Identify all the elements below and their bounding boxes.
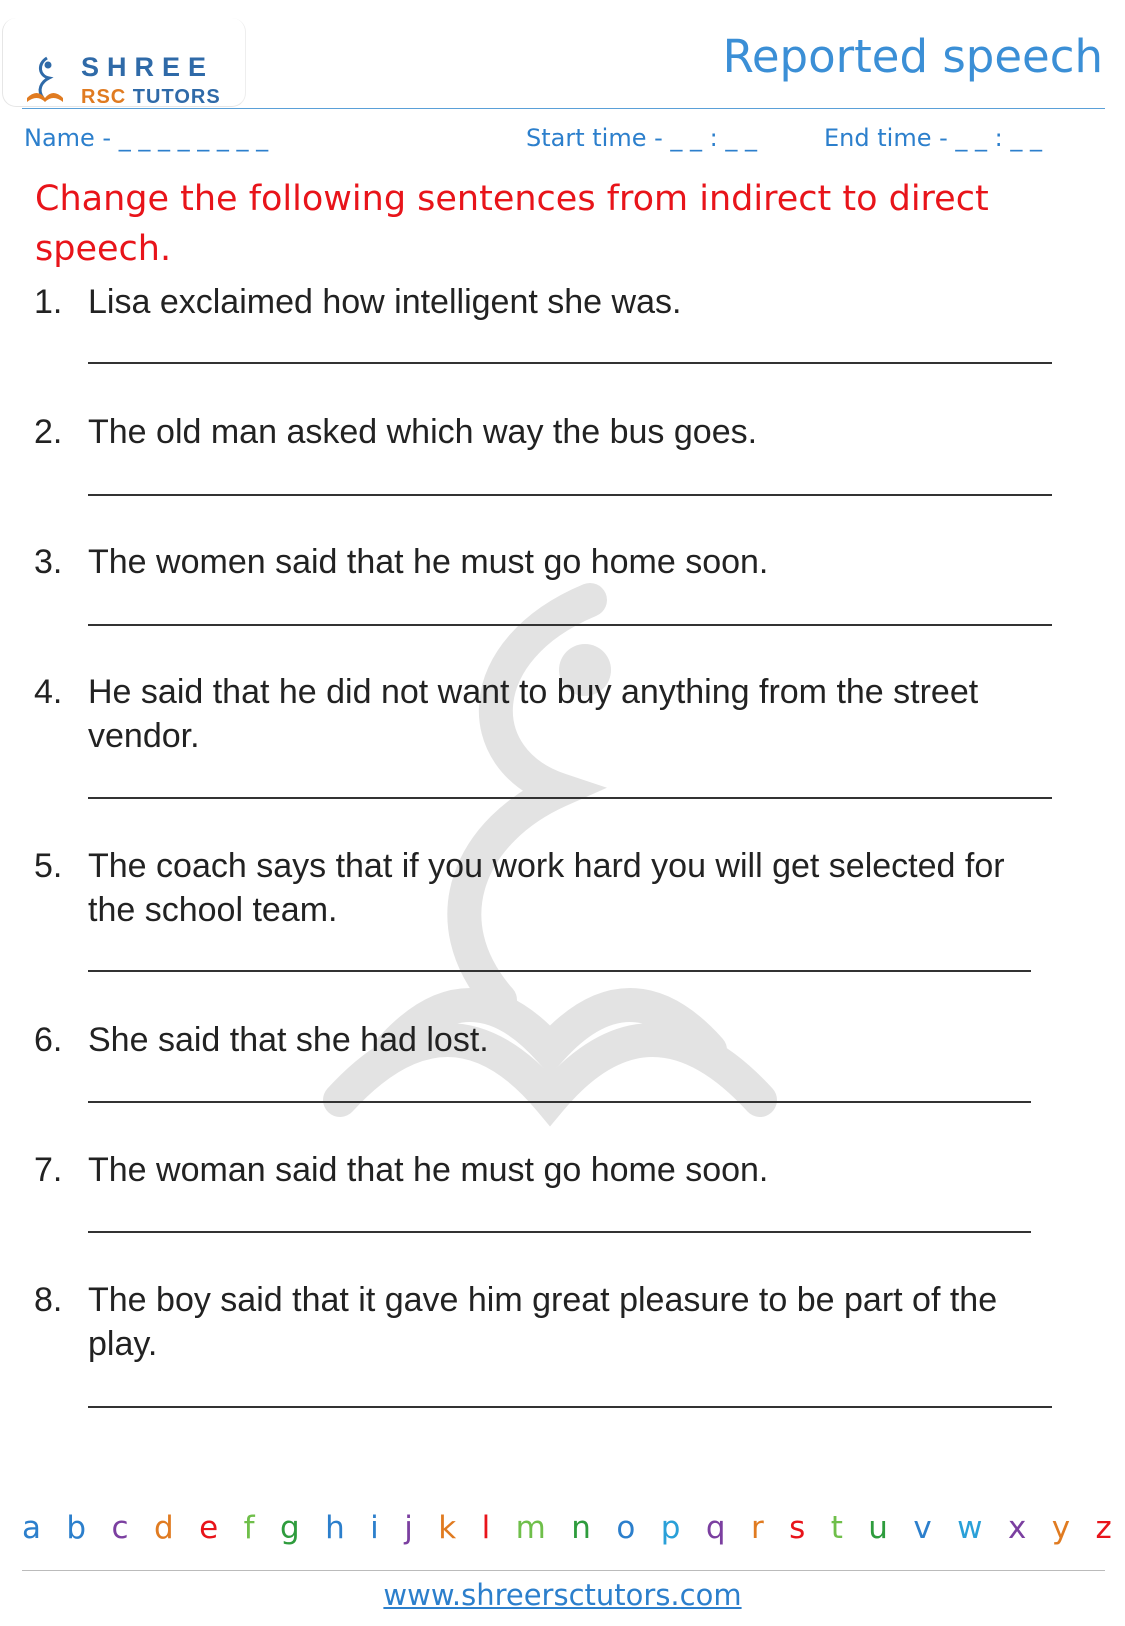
answer-line-3[interactable] [88, 624, 1052, 626]
alphabet-letter-h: h [325, 1510, 345, 1546]
logo-tutors: TUTORS [132, 86, 221, 108]
header-divider [22, 108, 1105, 109]
alphabet-letter-o: o [616, 1510, 636, 1546]
footer-link[interactable]: www.shreersctutors.com [383, 1578, 742, 1612]
question-2-number: 2. [34, 413, 63, 451]
alphabet-letter-u: u [868, 1510, 888, 1546]
question-4-text: He said that he did not want to buy anything from the street vendor. [88, 673, 979, 755]
question-8-number: 8. [34, 1281, 63, 1319]
alphabet-letter-a: a [22, 1510, 41, 1546]
question-6-number: 6. [34, 1021, 63, 1059]
alphabet-letter-w: w [957, 1510, 983, 1546]
alphabet-letter-y: y [1051, 1510, 1071, 1546]
question-7-text: The woman said that he must go home soon. [88, 1151, 769, 1189]
alphabet-letter-m: m [515, 1510, 546, 1546]
logo-shree-text: SHREE [81, 52, 215, 82]
alphabet-row [22, 1510, 1112, 1546]
start-time-field: Start time - _ _ : _ _ [526, 124, 757, 152]
page-title: Reported speech [722, 30, 1103, 83]
alphabet-letter-g: g [279, 1510, 300, 1546]
alphabet-letter-f: f [243, 1510, 255, 1546]
alphabet-letter-l: l [481, 1510, 491, 1546]
alphabet-letter-r: r [750, 1510, 764, 1546]
alphabet-letter-c: c [111, 1510, 129, 1546]
question-3-text: The women said that he must go home soon. [88, 543, 769, 581]
footer-divider [22, 1570, 1105, 1571]
alphabet-letter-t: t [830, 1510, 843, 1546]
question-6-text: She said that she had lost. [88, 1021, 489, 1059]
answer-line-4[interactable] [88, 797, 1052, 799]
alphabet-letter-z: z [1095, 1510, 1112, 1546]
answer-line-6[interactable] [88, 1101, 1031, 1103]
question-1-number: 1. [34, 283, 63, 321]
answer-line-1[interactable] [88, 362, 1052, 364]
alphabet-letter-i: i [370, 1510, 379, 1546]
question-2-text: The old man asked which way the bus goes. [88, 413, 758, 451]
alphabet-letter-s: s [789, 1510, 806, 1546]
logo [2, 18, 246, 107]
alphabet-letter-p: p [660, 1510, 681, 1546]
alphabet-letter-k: k [438, 1510, 457, 1546]
question-7-number: 7. [34, 1151, 63, 1189]
answer-line-5[interactable] [88, 970, 1031, 972]
alphabet-letter-q: q [705, 1510, 726, 1546]
answer-line-7[interactable] [88, 1231, 1031, 1233]
question-3-number: 3. [34, 543, 63, 581]
logo-rsc-text [81, 86, 221, 109]
alphabet-letter-x: x [1007, 1510, 1027, 1546]
alphabet-letter-e: e [199, 1510, 219, 1546]
question-4-number: 4. [34, 673, 63, 711]
answer-line-2[interactable] [88, 494, 1052, 496]
question-8-text: The boy said that it gave him great pleasure to be part of the play. [88, 1281, 998, 1363]
question-5-number: 5. [34, 847, 63, 885]
logo-rsc-accent: RSC [81, 86, 127, 108]
end-time-field: End time - _ _ : _ _ [824, 124, 1042, 152]
name-field: Name - _ _ _ _ _ _ _ _ [24, 124, 269, 152]
logo-mark-icon [23, 54, 67, 106]
instruction-text: Change the following sentences from indirect to direct speech. [35, 179, 989, 269]
alphabet-letter-d: d [154, 1510, 174, 1546]
question-5-text: The coach says that if you work hard you will get selected for the school team. [88, 847, 1005, 929]
alphabet-letter-j: j [404, 1510, 413, 1546]
alphabet-letter-v: v [913, 1510, 932, 1546]
alphabet-letter-b: b [66, 1510, 87, 1546]
alphabet-letter-n: n [571, 1510, 591, 1546]
answer-line-8[interactable] [88, 1406, 1052, 1408]
question-1-text: Lisa exclaimed how intelligent she was. [88, 283, 682, 321]
